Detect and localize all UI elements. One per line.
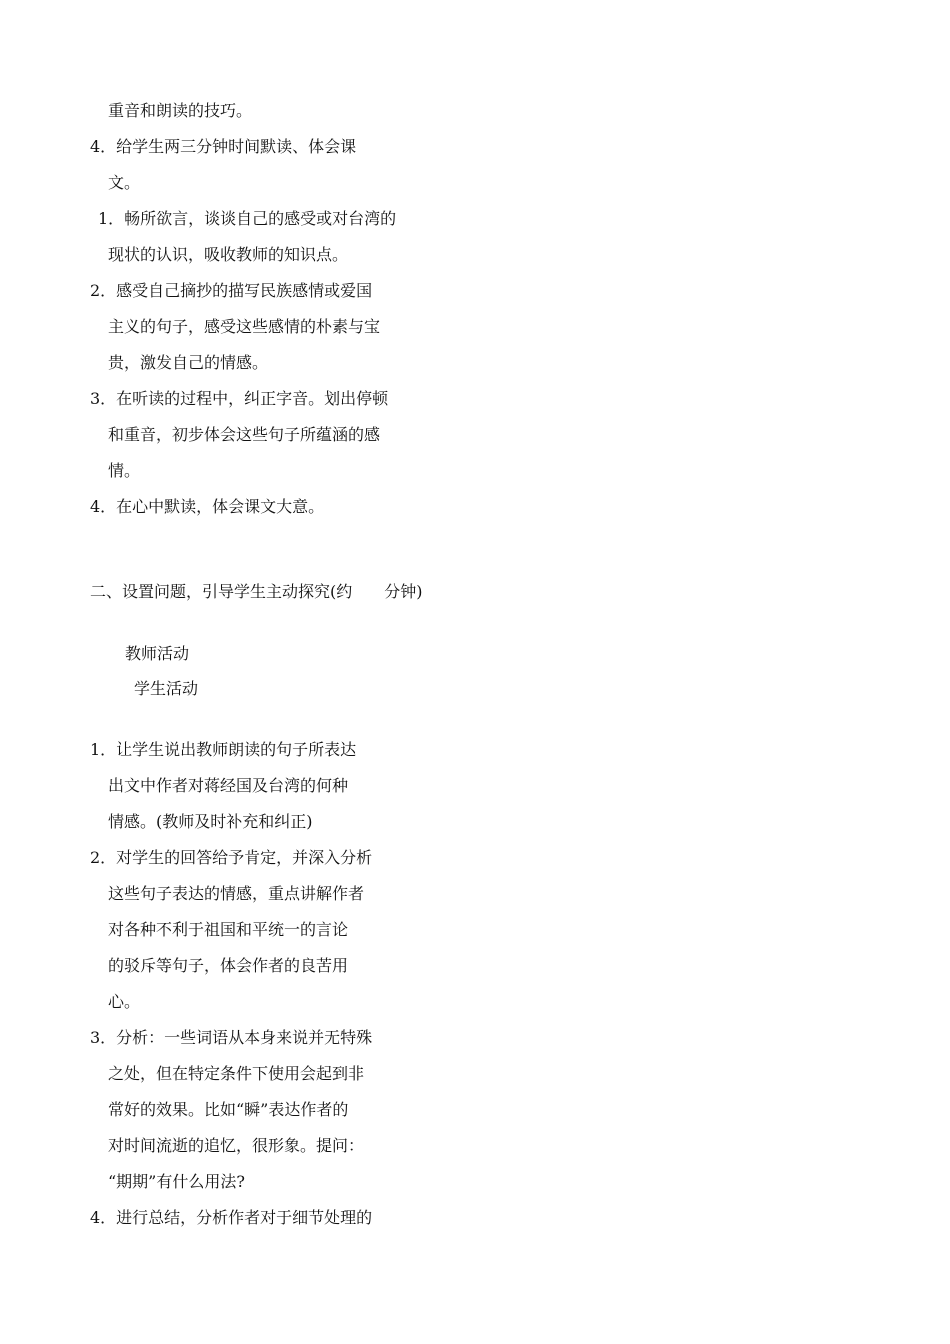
text-line: 4．给学生两三分钟时间默读、体会课 [90,137,357,156]
text-line: 这些句子表达的情感，重点讲解作者 [108,884,365,903]
text-line: 1．让学生说出教师朗读的句子所表达 [90,740,357,759]
text-line: 出文中作者对蒋经国及台湾的何种 [108,776,349,795]
text-line: 主义的句子，感受这些感情的朴素与宝 [108,317,381,336]
text-line: 3．分析：一些词语从本身来说并无特殊 [90,1028,373,1047]
text-line: 和重音，初步体会这些句子所蕴涵的感 [108,425,381,444]
text-line: 常好的效果。比如“瞬”表达作者的 [108,1100,349,1119]
text-line: 1．畅所欲言，谈谈自己的感受或对台湾的 [98,209,397,228]
text-line: 重音和朗读的技巧。 [108,101,253,120]
section-heading: 二、设置问题，引导学生主动探究(约 分钟) [90,582,423,601]
text-line: 情。 [108,461,141,480]
text-line: 文。 [108,173,141,192]
column-header-student: 学生活动 [134,679,199,698]
text-line: 贵，激发自己的情感。 [108,353,269,372]
text-line: 2．感受自己摘抄的描写民族感情或爱国 [90,281,373,300]
text-line: 之处，但在特定条件下使用会起到非 [108,1064,365,1083]
text-line: 现状的认识，吸收教师的知识点。 [108,245,349,264]
text-line: 2．对学生的回答给予肯定，并深入分析 [90,848,373,867]
text-line: 情感。(教师及时补充和纠正) [108,812,313,831]
text-line: 的驳斥等句子，体会作者的良苦用 [108,956,349,975]
text-line: 3．在听读的过程中，纠正字音。划出停顿 [90,389,389,408]
column-header-teacher: 教师活动 [125,644,190,663]
text-line: 4．在心中默读，体会课文大意。 [90,497,325,516]
text-line: 心。 [108,992,141,1011]
text-line: 对各种不利于祖国和平统一的言论 [108,920,349,939]
text-line: “期期”有什么用法? [108,1172,245,1191]
text-line: 4．进行总结，分析作者对于细节处理的 [90,1208,373,1227]
text-line: 对时间流逝的追忆，很形象。提问： [108,1136,365,1155]
